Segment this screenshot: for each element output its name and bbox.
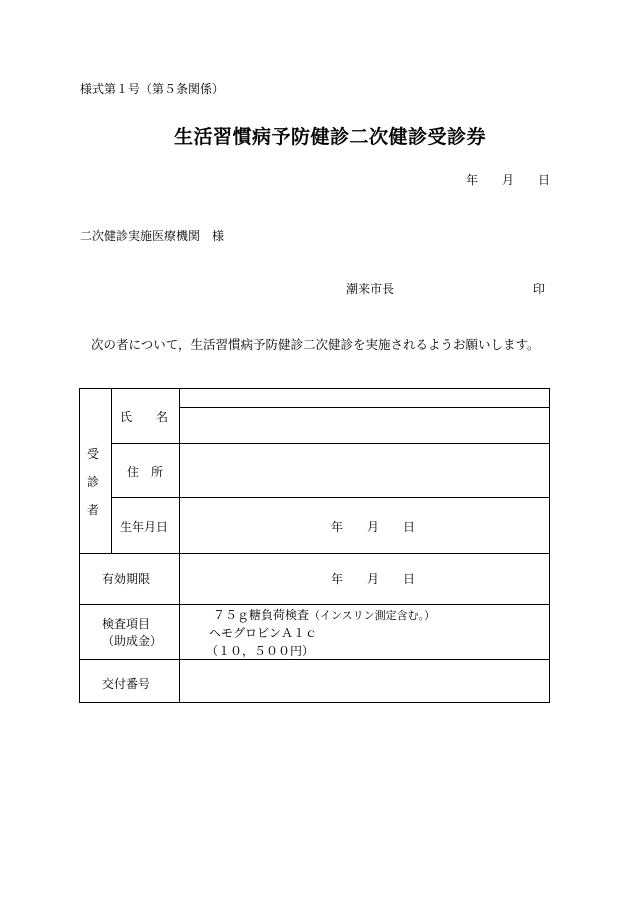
name-field[interactable] — [180, 408, 549, 443]
table-border-right — [549, 388, 550, 703]
address-label: 住 所 — [127, 465, 164, 479]
validity-value[interactable] — [331, 570, 415, 587]
validity-year: 年 — [331, 572, 344, 586]
table-border-bottom — [79, 702, 550, 703]
validity-month: 月 — [367, 572, 380, 586]
issuer-name: 潮来市長 — [346, 282, 395, 296]
birthdate-label: 生年月日 — [120, 520, 169, 534]
exam-item-glucose-main: ７５ｇ糖負荷検査 — [213, 608, 310, 622]
issue-date-year: 年 — [466, 173, 479, 187]
exam-item-glucose — [213, 606, 435, 623]
exam-label: 検査項目 — [102, 617, 151, 631]
table-divider-birthdate — [79, 553, 550, 554]
issue-date — [466, 171, 550, 188]
addressee: 二次健診実施医療機関 様 — [80, 229, 225, 243]
address-field[interactable] — [180, 444, 549, 497]
validity-label: 有効期限 — [102, 572, 151, 586]
exam-item-glucose-note: （インスリン測定含む。） — [309, 609, 436, 622]
form-number: 様式第１号（第５条関係） — [80, 82, 225, 96]
issue-date-month: 月 — [502, 173, 515, 187]
document-title: 生活習慣病予防健診二次健診受診券 — [173, 126, 486, 148]
table-border-top — [79, 388, 550, 389]
table-divider-address — [111, 497, 550, 498]
issue-date-day: 日 — [538, 173, 551, 187]
exam-item-subsidy: （１０，５００円） — [206, 644, 315, 658]
exam-subsidy-label: （助成金） — [102, 634, 163, 648]
request-text: 次の者について，生活習慣病予防健診二次健診を実施されるようお願いします。 — [91, 337, 540, 352]
issue-number-field[interactable] — [180, 660, 549, 702]
birthdate-value[interactable] — [331, 518, 415, 535]
birthdate-year: 年 — [331, 520, 344, 534]
table-divider-examinee — [111, 388, 112, 553]
issue-number-label: 交付番号 — [102, 677, 151, 691]
examinee-label — [87, 440, 99, 524]
birthdate-month: 月 — [367, 520, 380, 534]
exam-item-hba1c: ヘモグロビンＡ１ｃ — [209, 626, 318, 640]
examinee-label-char-1: 受 — [87, 447, 100, 461]
table-border-left — [79, 388, 80, 703]
name-label: 氏 名 — [120, 410, 169, 424]
birthdate-day: 日 — [403, 520, 416, 534]
validity-day: 日 — [403, 572, 416, 586]
examinee-label-char-3: 者 — [87, 503, 100, 517]
seal-mark: 印 — [533, 282, 546, 296]
table-divider-validity — [79, 604, 550, 605]
examinee-label-char-2: 診 — [87, 475, 100, 489]
